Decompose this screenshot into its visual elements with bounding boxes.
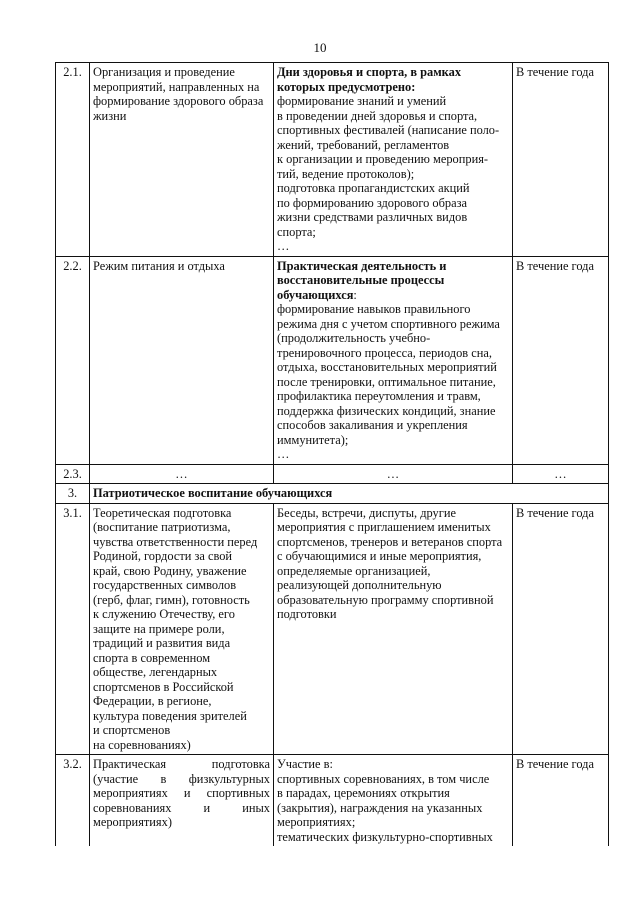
content-line: жизни средствами различных видов bbox=[277, 210, 468, 224]
content-line: … bbox=[277, 239, 290, 253]
name-line: Родиной, гордости за свой bbox=[93, 549, 233, 563]
activity-content bbox=[274, 256, 513, 464]
name-line: Федерации, в регионе, bbox=[93, 694, 212, 708]
content-line: отдыха, восстановительных мероприятий bbox=[277, 360, 497, 374]
content-line: мероприятия с приглашением именитых bbox=[277, 520, 491, 534]
term: В течение года bbox=[513, 755, 609, 847]
name-line: традиций и развития вида bbox=[93, 636, 231, 650]
name-line: и спортсменов bbox=[93, 723, 171, 737]
table-row bbox=[56, 503, 609, 755]
table-row bbox=[56, 464, 609, 484]
name-line: чувства ответственности перед bbox=[93, 534, 258, 549]
activity-content bbox=[274, 755, 513, 847]
content-line: (продолжительность учебно- bbox=[277, 331, 431, 345]
table-row bbox=[56, 755, 609, 847]
content-line: спортсменов, тренеров и ветеранов спорта bbox=[277, 534, 503, 549]
content-line: образовательную программу спортивной bbox=[277, 592, 494, 607]
row-number: 3.1. bbox=[56, 503, 90, 755]
content-line: профилактика переутомления и травм, bbox=[277, 389, 481, 403]
content-line: тематических физкультурно-спортивных bbox=[277, 829, 493, 844]
name-line: (герб, флаг, гимн), готовность bbox=[93, 592, 250, 607]
content-line: тий, ведение протоколов); bbox=[277, 166, 415, 181]
content-line: тренировочного процесса, периодов сна, bbox=[277, 345, 492, 360]
term: … bbox=[513, 464, 609, 484]
activity-name bbox=[90, 503, 274, 755]
activity-content bbox=[274, 503, 513, 755]
row-number: 2.3. bbox=[56, 464, 90, 484]
activity-name: Организация и проведение мероприятий, направленных на формирование здорового образа жизни bbox=[90, 63, 274, 257]
section-row bbox=[56, 484, 609, 504]
content-line: определяемые организацией, bbox=[277, 563, 431, 578]
activity-name: … bbox=[90, 464, 274, 484]
row-number: 2.2. bbox=[56, 256, 90, 464]
term: В течение года bbox=[513, 63, 609, 257]
content-line: формирование навыков правильного bbox=[277, 302, 471, 316]
row-number: 2.1. bbox=[56, 63, 90, 257]
content-line: по формированию здорового образа bbox=[277, 195, 467, 210]
content-title-suffix: : bbox=[353, 287, 357, 302]
content-line: мероприятиях; bbox=[277, 815, 356, 829]
content-line: подготовка пропагандистских акций bbox=[277, 181, 470, 195]
content-line: к организации и проведению мероприя- bbox=[277, 152, 489, 166]
content-title: Практическая деятельность и восстановительные процессы обучающихся bbox=[277, 258, 447, 302]
content-line: спортивных фестивалей (написание поло- bbox=[277, 123, 500, 137]
content-line: режима дня с учетом спортивного режима bbox=[277, 316, 500, 331]
term: В течение года bbox=[513, 256, 609, 464]
name-line: (воспитание патриотизма, bbox=[93, 520, 231, 534]
row-number: 3. bbox=[56, 484, 90, 504]
content-line: Участие в: bbox=[277, 757, 333, 771]
name-line: государственных символов bbox=[93, 578, 237, 592]
content-line: иммунитета); bbox=[277, 432, 349, 447]
term: В течение года bbox=[513, 503, 609, 755]
content-line: формирование знаний и умений bbox=[277, 94, 447, 108]
activity-content bbox=[274, 63, 513, 257]
name-line: на соревнованиях) bbox=[93, 737, 191, 752]
content-line: способов закаливания и укрепления bbox=[277, 418, 468, 432]
content-line: (закрытия), награждения на указанных bbox=[277, 800, 483, 815]
name-line: спортсменов в Российской bbox=[93, 679, 234, 694]
content-title: Дни здоровья и спорта, в рамках которых предусмотрено: bbox=[277, 65, 462, 94]
content-line: реализующей дополнительную bbox=[277, 578, 442, 592]
content-line: … bbox=[277, 447, 290, 461]
content-line: спорта; bbox=[277, 224, 316, 239]
table-row bbox=[56, 63, 609, 257]
name-line: спорта в современном bbox=[93, 650, 211, 665]
plan-table bbox=[55, 62, 609, 846]
section-title: Патриотическое воспитание обучающихся bbox=[90, 484, 609, 504]
name-line: к служению Отечеству, его bbox=[93, 607, 235, 621]
name-line: культура поведения зрителей bbox=[93, 708, 247, 723]
content-line: с обучающимися и иные мероприятия, bbox=[277, 549, 482, 563]
content-line: жений, требований, регламентов bbox=[277, 137, 450, 152]
content-line: спортивных соревнованиях, в том числе bbox=[277, 771, 490, 786]
content-line: Беседы, встречи, диспуты, другие bbox=[277, 505, 456, 520]
content-line: после тренировки, оптимальное питание, bbox=[277, 374, 496, 389]
content-line: в проведении дней здоровья и спорта, bbox=[277, 108, 478, 123]
table-row bbox=[56, 256, 609, 464]
content-line: подготовки bbox=[277, 607, 337, 621]
activity-name: Режим питания и отдыха bbox=[90, 256, 274, 464]
activity-content: … bbox=[274, 464, 513, 484]
page-number: 10 bbox=[313, 40, 327, 55]
name-line: защите на примере роли, bbox=[93, 621, 225, 636]
activity-name: Практическая подготовка (участие в физкультурных мероприятиях и спортивных соревнованиях и иных мероприятиях) bbox=[90, 755, 274, 847]
name-line: Теоретическая подготовка bbox=[93, 505, 232, 520]
content-line: поддержка физических кондиций, знание bbox=[277, 403, 496, 418]
name-line: край, свою Родину, уважение bbox=[93, 563, 247, 578]
name-line: обществе, легендарных bbox=[93, 665, 218, 679]
content-line: в парадах, церемониях открытия bbox=[277, 786, 450, 800]
row-number: 3.2. bbox=[56, 755, 90, 847]
